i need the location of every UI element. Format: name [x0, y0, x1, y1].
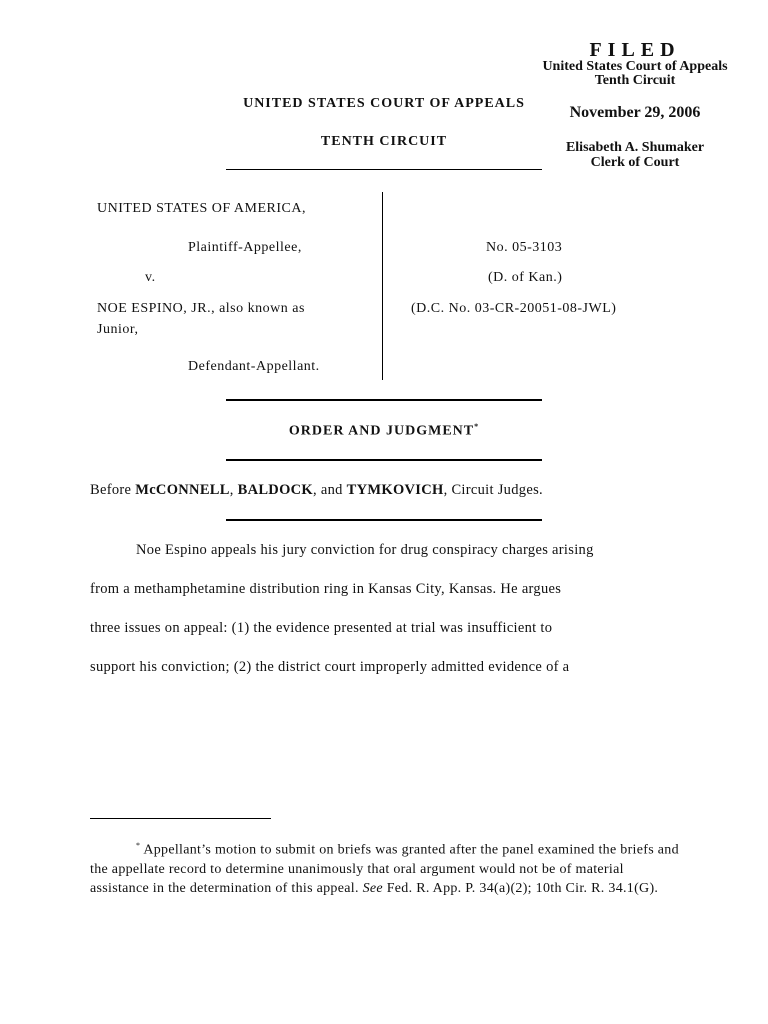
- order-footnote-marker: *: [474, 422, 480, 431]
- case-number: No. 05-3103: [486, 240, 563, 255]
- caption-divider: [382, 192, 383, 380]
- plaintiff-role: Plaintiff-Appellee,: [188, 240, 302, 255]
- panel-line: [90, 482, 543, 499]
- defendant-role: Defendant-Appellant.: [188, 359, 320, 374]
- versus: v.: [145, 270, 156, 285]
- court-name: UNITED STATES COURT OF APPEALS: [243, 96, 525, 111]
- panel-sep2: , and: [313, 482, 347, 498]
- panel-sep1: ,: [229, 482, 238, 498]
- footnote-separator: [90, 818, 271, 819]
- plaintiff-name: UNITED STATES OF AMERICA,: [97, 201, 306, 216]
- dc-number: (D.C. No. 03-CR-20051-08-JWL): [411, 301, 617, 316]
- filed-stamp: [530, 40, 740, 170]
- footnote-see: See: [362, 880, 383, 896]
- footnote-marker: *: [136, 841, 141, 850]
- panel-before: Before: [90, 482, 132, 498]
- judge-tymkovich: TYMKOVICH: [346, 482, 444, 498]
- header-rule: [226, 169, 542, 170]
- filed-date: November 29, 2006: [569, 104, 701, 121]
- stamp-circuit: Tenth Circuit: [594, 73, 676, 88]
- defendant-name-line1: NOE ESPINO, JR., also known as: [97, 301, 305, 316]
- order-rule-top: [226, 399, 542, 401]
- body-line-1: Noe Espino appeals his jury conviction for drug conspiracy charges arising: [136, 542, 594, 558]
- stamp-court: United States Court of Appeals: [542, 59, 728, 74]
- defendant-name-line2: Junior,: [97, 322, 139, 337]
- panel-rule: [226, 519, 542, 521]
- clerk-title: Clerk of Court: [590, 155, 680, 170]
- district: (D. of Kan.): [488, 270, 563, 285]
- footnote-text: Appellant’s motion to submit on briefs was granted after the panel examined the briefs and the appellate record to determine unanimously that oral argument would not be of material assistance in the determination of this appeal.: [90, 842, 679, 896]
- body-line-3: three issues on appeal: (1) the evidence presented at trial was insufficient to: [90, 620, 553, 636]
- order-rule-bottom: [226, 459, 542, 461]
- judge-baldock: BALDOCK: [237, 482, 314, 498]
- order-title-text: ORDER AND JUDGMENT: [288, 423, 475, 439]
- body-line-2: from a methamphetamine distribution ring in Kansas City, Kansas. He argues: [90, 581, 562, 597]
- judge-mcconnell: McCONNELL: [135, 482, 230, 498]
- circuit-name: TENTH CIRCUIT: [320, 134, 448, 149]
- order-title: [226, 422, 542, 440]
- filed-label: FILED: [589, 39, 681, 61]
- panel-suffix: , Circuit Judges.: [443, 482, 543, 498]
- footnote: [90, 836, 680, 898]
- clerk-name: Elisabeth A. Shumaker: [565, 140, 705, 155]
- body-line-4: support his conviction; (2) the district court improperly admitted evidence of a: [90, 659, 570, 675]
- footnote-citation: Fed. R. App. P. 34(a)(2); 10th Cir. R. 34.1(G).: [382, 880, 659, 896]
